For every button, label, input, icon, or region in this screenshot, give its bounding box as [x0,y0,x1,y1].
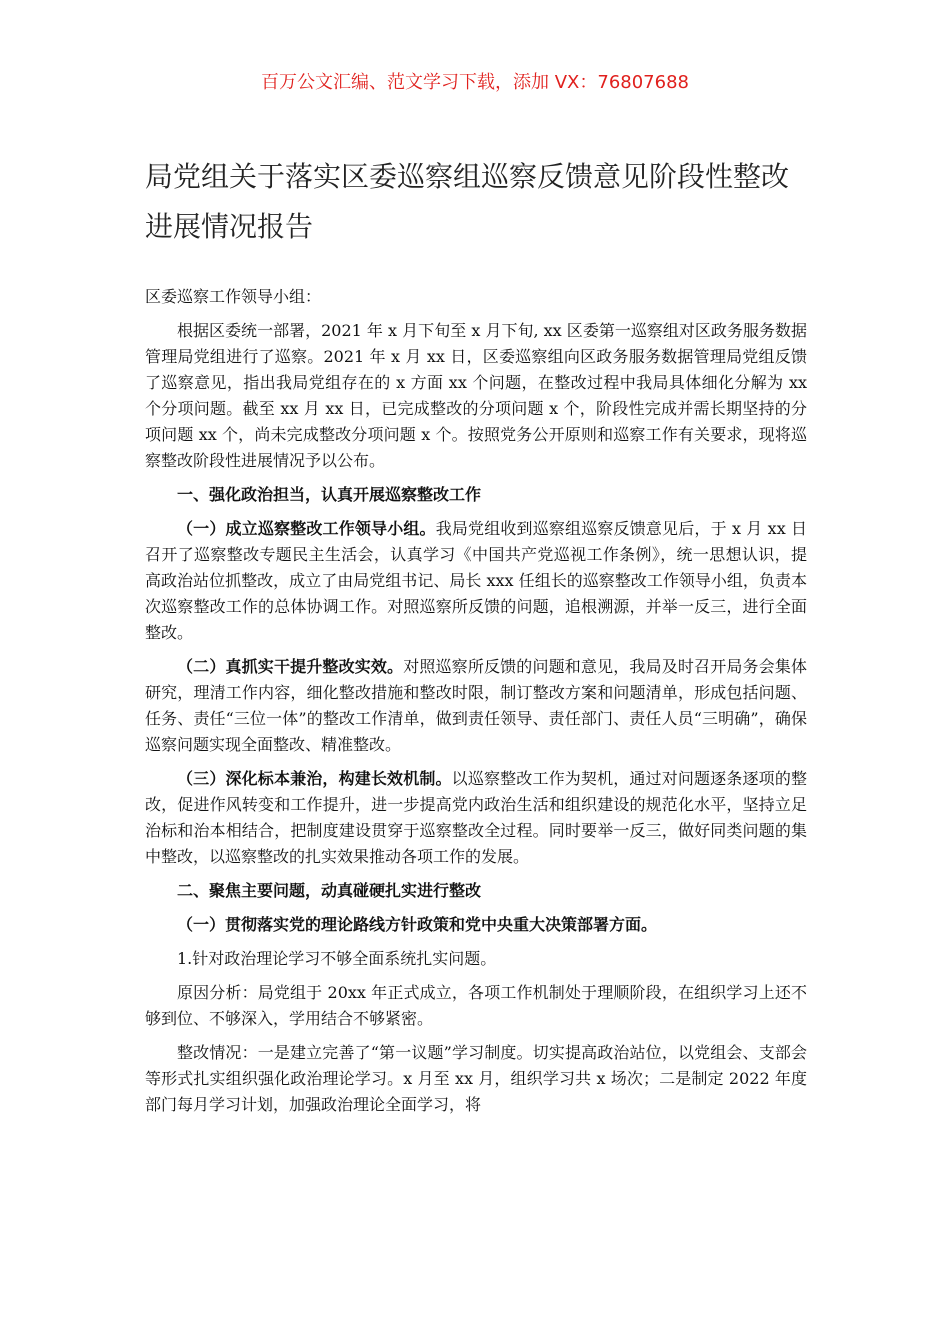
section-1-item-1-text: 我局党组收到巡察组巡察反馈意见后，于 x 月 xx 日召开了巡察整改专题民主生活会，认真学习《中国共产党巡视工作条例》，统一思想认识，提高政治站位抓整改，成立了由局党组书记、局长 xxx 任组长的巡察整改工作领导小组，负责本次巡察整改工作的总体协调工作。对照巡察所反馈的问题，追根溯源，并举一反三，进行全面整改。 [145,519,807,642]
rectification-status: 整改情况：一是建立完善了“第一议题”学习制度。切实提高政治站位，以党组会、支部会等形式扎实组织强化政治理论学习。x 月至 xx 月，组织学习共 x 场次；二是制定 2022 年度部门每月学习计划，加强政治理论全面学习，将 [145,1043,807,1114]
intro-paragraph: 根据区委统一部署，2021 年 x 月下旬至 x 月下旬, xx 区委第一巡察组对区政务服务数据管理局党组进行了巡察。2021 年 x 月 xx 日，区委巡察组向区政务服务数据管理局党组反馈了巡察意见，指出我局党组存在的 x 方面 xx 个问题，在整改过程中我局具体细化分解为 xx 个分项问题。截至 xx 月 xx 日，已完成整改的分项问题 x 个，阶段性完成并需长期坚持的分项问题 xx 个，尚未完成整改分项问题 x 个。按照党务公开原则和巡察工作有关要求，现将巡察整改阶段性进展情况予以公布。 [145,321,807,470]
section-1-item-3 [145,766,807,870]
salutation: 区委巡察工作领导小组： [145,287,322,306]
section-1-item-2 [145,654,807,758]
section-1-item-3-lead: （三）深化标本兼治，构建长效机制。 [177,769,452,788]
section-1-item-1 [145,516,807,646]
section-1-item-2-lead: （二）真抓实干提升整改实效。 [177,657,404,676]
section-1-heading: 一、强化政治担当，认真开展巡察整改工作 [177,485,482,504]
section-2-point-1: 1.针对政治理论学习不够全面系统扎实问题。 [177,949,497,968]
section-1-item-2-text: 对照巡察所反馈的问题和意见，我局及时召开局务会集体研究，理清工作内容，细化整改措施和整改时限，制订整改方案和问题清单，形成包括问题、任务、责任“三位一体”的整改工作清单，做到责任领导、责任部门、责任人员“三明确”，确保巡察问题实现全面整改、精准整改。 [145,657,807,754]
cause-analysis: 原因分析：局党组于 20xx 年正式成立，各项工作机制处于理顺阶段，在组织学习上还不够到位、不够深入，学用结合不够紧密。 [145,983,807,1028]
header-banner: 百万公文汇编、范文学习下载，添加 VX：76807688 [261,72,689,93]
section-2-heading: 二、聚焦主要问题，动真碰硬扎实进行整改 [177,881,482,900]
section-1-item-1-lead: （一）成立巡察整改工作领导小组。 [177,519,436,538]
document-title: 局党组关于落实区委巡察组巡察反馈意见阶段性整改进展情况报告 [145,160,790,243]
section-1-item-3-text: 以巡察整改工作为契机，通过对问题逐条逐项的整改，促进作风转变和工作提升，进一步提高党内政治生活和组织建设的规范化水平，坚持立足治标和治本相结合，把制度建设贯穿于巡察整改全过程。同时要举一反三，做好同类问题的集中整改，以巡察整改的扎实效果推动各项工作的发展。 [145,769,807,866]
section-2-subheading-1: （一）贯彻落实党的理论路线方针政策和党中央重大决策部署方面。 [177,915,658,934]
document-body [145,284,807,1126]
